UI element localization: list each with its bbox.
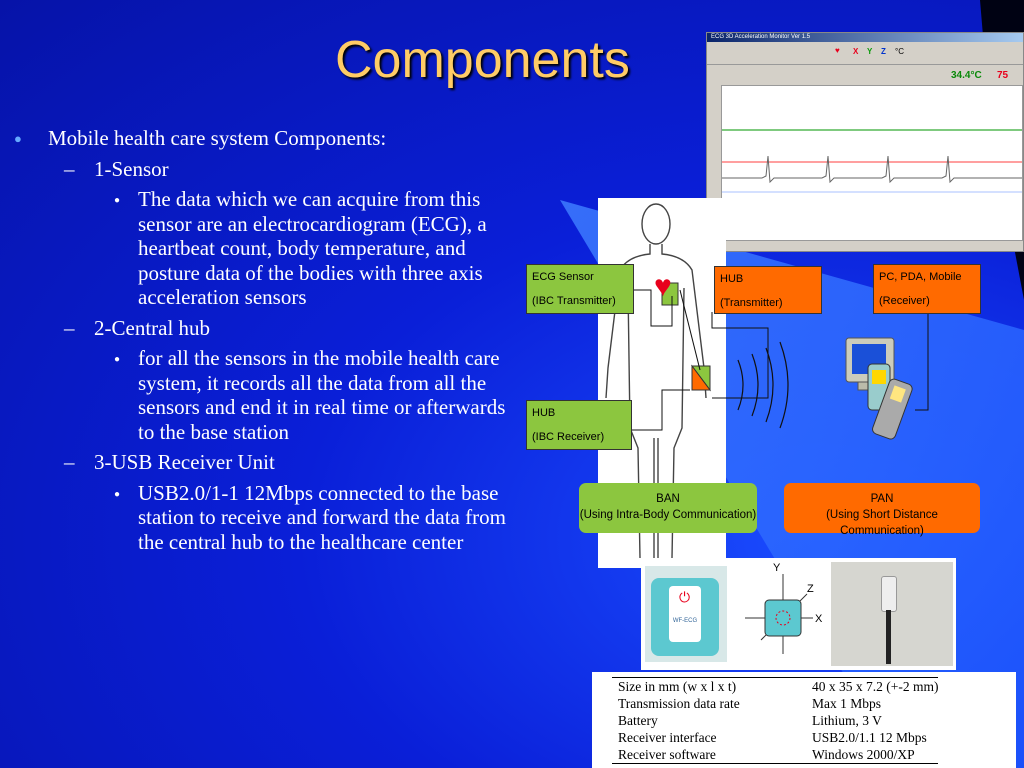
bullet-heading-hub: – 2-Central hub — [14, 316, 524, 341]
pan-subtitle: (Using Short Distance Communication) — [826, 509, 938, 537]
axis-label-y: Y — [773, 562, 781, 574]
hub-receiver-box — [526, 400, 632, 450]
hub-transmitter-box — [714, 266, 822, 314]
pc-pda-mobile-icon — [840, 330, 920, 450]
toolbar-z: Z — [881, 47, 886, 56]
bullet-text-sensor: ● The data which we can acquire from this sensor are an electrocardiogram (ECG), a heartbeat count, body temperature, and posture data of the bodies with three axis acceleration sensors — [14, 187, 524, 310]
pan-title: PAN — [870, 493, 894, 505]
hub-rx-title: HUB — [532, 407, 556, 419]
spec-value: Max 1 Mbps — [812, 696, 882, 711]
spec-table — [612, 677, 938, 764]
usb-receiver-photo — [831, 562, 953, 666]
device-label: WF-ECG — [672, 618, 698, 624]
axis-label-x: X — [815, 613, 823, 625]
table-row — [612, 712, 938, 729]
spec-value: Lithium, 3 V — [812, 713, 882, 728]
heart-icon: ♥ — [835, 46, 840, 55]
heart-icon: ♥ — [654, 270, 672, 303]
device-photos — [641, 558, 956, 670]
power-icon: ⏻ — [679, 590, 691, 606]
bullet-text-hub: ● for all the sensors in the mobile health care system, it records all the data from all the sensors and end it in real time or afterwards to the base station — [14, 346, 524, 444]
spec-key: Receiver interface — [618, 730, 717, 745]
ban-subtitle: (Using Intra-Body Communication) — [579, 509, 757, 521]
bullet-heading-usb: – 3-USB Receiver Unit — [14, 450, 524, 475]
ban-box — [579, 483, 757, 533]
bullet-text-usb: ● USB2.0/1-1 12Mbps connected to the base station to receive and forward the data from the central hub to the healthcare center — [14, 481, 524, 555]
spec-value: Windows 2000/XP — [812, 747, 915, 762]
receiver-subtitle: (Receiver) — [879, 295, 930, 307]
spec-key: Transmission data rate — [618, 696, 740, 711]
table-row — [612, 729, 938, 746]
receiver-box — [873, 264, 981, 314]
table-row — [612, 678, 938, 696]
table-row — [612, 746, 938, 764]
hub-tx-title: HUB — [720, 273, 744, 285]
bullet-heading-sensor: – 1-Sensor — [14, 157, 524, 182]
heart-rate-readout: 75 — [997, 70, 1009, 81]
ban-title: BAN — [656, 493, 680, 505]
toolbar-x: X — [853, 47, 859, 56]
spec-key: Receiver software — [618, 747, 716, 762]
sensor-device-photo — [645, 566, 727, 662]
axis-label-z: Z — [807, 583, 814, 595]
spec-key: Battery — [618, 713, 658, 728]
slide-title: Components — [335, 31, 630, 89]
spec-table-panel — [592, 672, 1016, 768]
spec-value: USB2.0/1.1 12 Mbps — [812, 730, 927, 745]
hub-rx-subtitle: (IBC Receiver) — [532, 431, 605, 443]
table-row — [612, 695, 938, 712]
toolbar-y: Y — [867, 47, 873, 56]
receiver-title: PC, PDA, Mobile — [879, 271, 962, 283]
toolbar-celsius: °C — [895, 47, 904, 56]
pan-box — [784, 483, 980, 537]
hub-tx-subtitle: (Transmitter) — [720, 297, 783, 309]
ecg-sensor-subtitle: (IBC Transmitter) — [532, 295, 616, 307]
bullet-main: ● Mobile health care system Components: — [14, 126, 524, 151]
ecg-window-titlebar: ECG 3D Acceleration Monitor Ver 1.5 — [707, 33, 1023, 42]
spec-key: Size in mm (w x l x t) — [618, 679, 737, 694]
ecg-sensor-box — [526, 264, 634, 314]
spec-value: 40 x 35 x 7.2 (+-2 mm) — [812, 679, 939, 694]
axis-diagram — [737, 558, 829, 670]
temperature-readout: 34.4°C — [951, 70, 982, 81]
ecg-sensor-title: ECG Sensor — [532, 271, 594, 283]
